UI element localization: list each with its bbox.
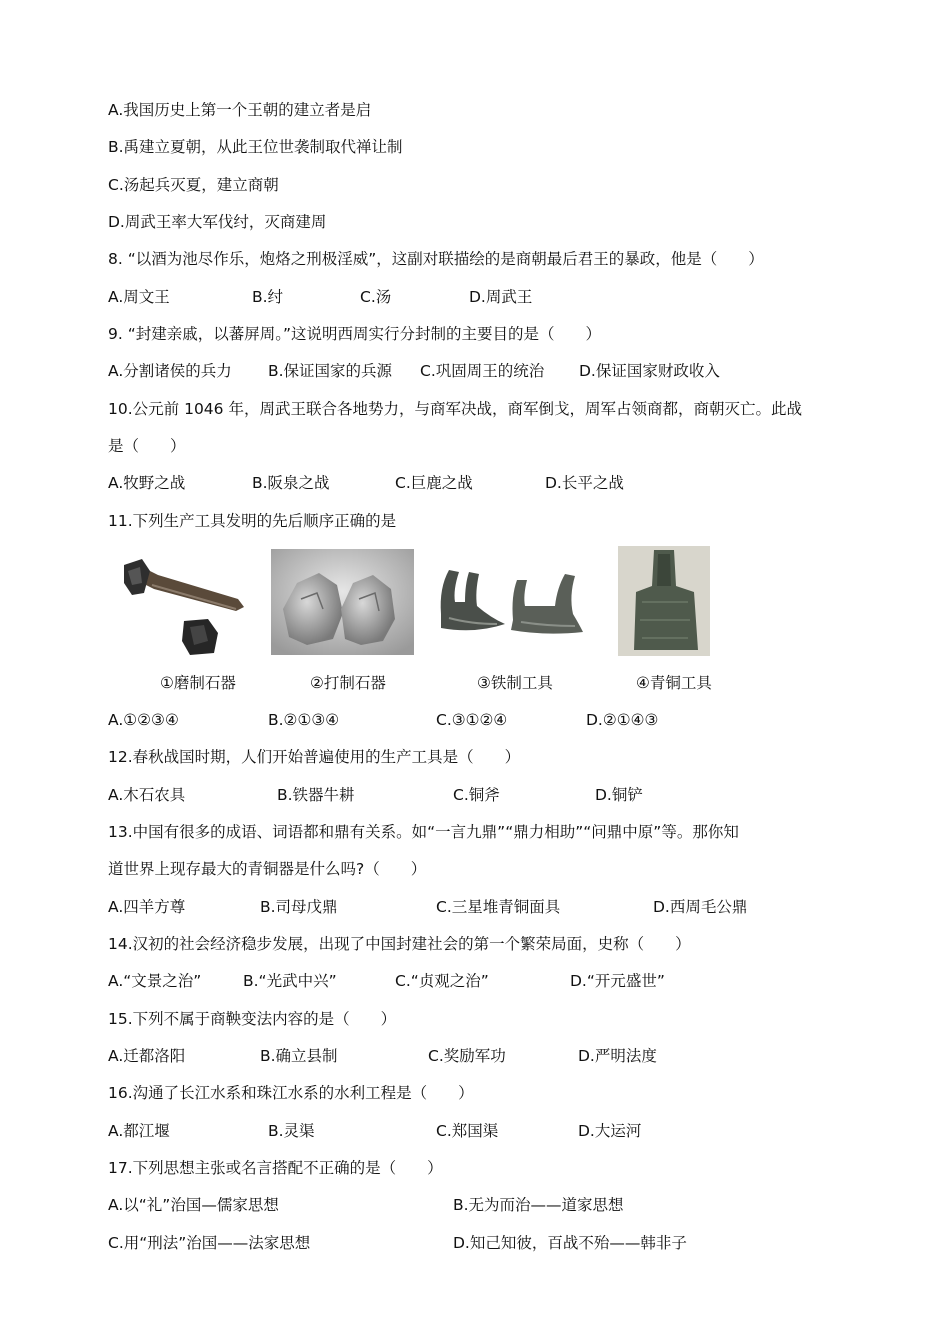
q10-stem-line2: 是（ ） xyxy=(108,437,186,455)
q10-stem-line1: 10.公元前 1046 年，周武王联合各地势力，与商军决战，商军倒戈，周军占领商都，商朝灭亡。此战 xyxy=(108,400,802,418)
q7-option-b: B.禹建立夏朝，从此王位世袭制取代禅让制 xyxy=(108,138,403,156)
q11-option-d: D.②①④③ xyxy=(586,711,659,729)
q11-option-b: B.②①③④ xyxy=(268,711,340,729)
q15-option-b: B.确立县制 xyxy=(260,1047,338,1065)
q11-caption-3: ③铁制工具 xyxy=(477,674,553,692)
chipped-stone-tool-image xyxy=(271,549,414,655)
polished-stone-tool-image xyxy=(118,549,248,659)
q8-option-a: A.周文王 xyxy=(108,288,170,306)
q15-option-a: A.迁都洛阳 xyxy=(108,1047,186,1065)
q13-option-b: B.司母戊鼎 xyxy=(260,898,338,916)
q15-stem: 15.下列不属于商鞅变法内容的是（ ） xyxy=(108,1010,397,1028)
q7-option-a: A.我国历史上第一个王朝的建立者是启 xyxy=(108,101,372,119)
q11-option-a: A.①②③④ xyxy=(108,711,179,729)
q8-option-b: B.纣 xyxy=(252,288,284,306)
q8-option-c: C.汤 xyxy=(360,288,392,306)
iron-tool-image xyxy=(435,562,590,637)
q16-option-c: C.郑国渠 xyxy=(436,1122,499,1140)
q17-option-c: C.用“刑法”治国——法家思想 xyxy=(108,1234,311,1252)
q17-option-a: A.以“礼”治国—儒家思想 xyxy=(108,1196,279,1214)
q12-option-d: D.铜铲 xyxy=(595,786,643,804)
q11-stem: 11.下列生产工具发明的先后顺序正确的是 xyxy=(108,512,397,530)
q15-option-c: C.奖励军功 xyxy=(428,1047,506,1065)
q14-option-b: B.“光武中兴” xyxy=(243,972,337,990)
q13-stem-line2: 道世界上现存最大的青铜器是什么吗?（ ） xyxy=(108,860,427,878)
bronze-tool-image xyxy=(618,546,710,656)
q16-option-d: D.大运河 xyxy=(578,1122,642,1140)
q12-option-c: C.铜斧 xyxy=(453,786,500,804)
q8-option-d: D.周武王 xyxy=(469,288,533,306)
q10-option-c: C.巨鹿之战 xyxy=(395,474,473,492)
q9-option-d: D.保证国家财政收入 xyxy=(579,362,720,380)
q10-option-b: B.阪泉之战 xyxy=(252,474,330,492)
q13-option-c: C.三星堆青铜面具 xyxy=(436,898,561,916)
q14-option-c: C.“贞观之治” xyxy=(395,972,489,990)
q14-stem: 14.汉初的社会经济稳步发展，出现了中国封建社会的第一个繁荣局面，史称（ ） xyxy=(108,935,691,953)
q10-option-a: A.牧野之战 xyxy=(108,474,186,492)
q13-option-a: A.四羊方尊 xyxy=(108,898,186,916)
q14-option-d: D.“开元盛世” xyxy=(570,972,665,990)
q12-option-a: A.木石农具 xyxy=(108,786,186,804)
q12-option-b: B.铁器牛耕 xyxy=(277,786,355,804)
q11-caption-4: ④青铜工具 xyxy=(636,674,712,692)
q15-option-d: D.严明法度 xyxy=(578,1047,657,1065)
q7-option-d: D.周武王率大军伐纣，灭商建周 xyxy=(108,213,327,231)
q17-stem: 17.下列思想主张或名言搭配不正确的是（ ） xyxy=(108,1159,443,1177)
q9-stem: 9. “封建亲戚，以蕃屏周。”这说明西周实行分封制的主要目的是（ ） xyxy=(108,325,602,343)
q8-stem: 8. “以酒为池尽作乐，炮烙之刑极淫威”，这副对联描绘的是商朝最后君王的暴政，他是（ ） xyxy=(108,250,764,268)
q9-option-b: B.保证国家的兵源 xyxy=(268,362,393,380)
q13-option-d: D.西周毛公鼎 xyxy=(653,898,748,916)
q11-caption-2: ②打制石器 xyxy=(310,674,386,692)
q11-option-c: C.③①②④ xyxy=(436,711,508,729)
q14-option-a: A.“文景之治” xyxy=(108,972,202,990)
q16-stem: 16.沟通了长江水系和珠江水系的水利工程是（ ） xyxy=(108,1084,474,1102)
q13-stem-line1: 13.中国有很多的成语、词语都和鼎有关系。如“一言九鼎”“鼎力相助”“问鼎中原”等。那你知 xyxy=(108,823,739,841)
q16-option-b: B.灵渠 xyxy=(268,1122,315,1140)
q11-caption-1: ①磨制石器 xyxy=(160,674,236,692)
q17-option-b: B.无为而治——道家思想 xyxy=(453,1196,624,1214)
q9-option-a: A.分割诸侯的兵力 xyxy=(108,362,232,380)
q7-option-c: C.汤起兵灭夏，建立商朝 xyxy=(108,176,279,194)
q16-option-a: A.都江堰 xyxy=(108,1122,170,1140)
q17-option-d: D.知己知彼，百战不殆——韩非子 xyxy=(453,1234,687,1252)
q10-option-d: D.长平之战 xyxy=(545,474,624,492)
q12-stem: 12.春秋战国时期，人们开始普遍使用的生产工具是（ ） xyxy=(108,748,521,766)
q9-option-c: C.巩固周王的统治 xyxy=(420,362,545,380)
